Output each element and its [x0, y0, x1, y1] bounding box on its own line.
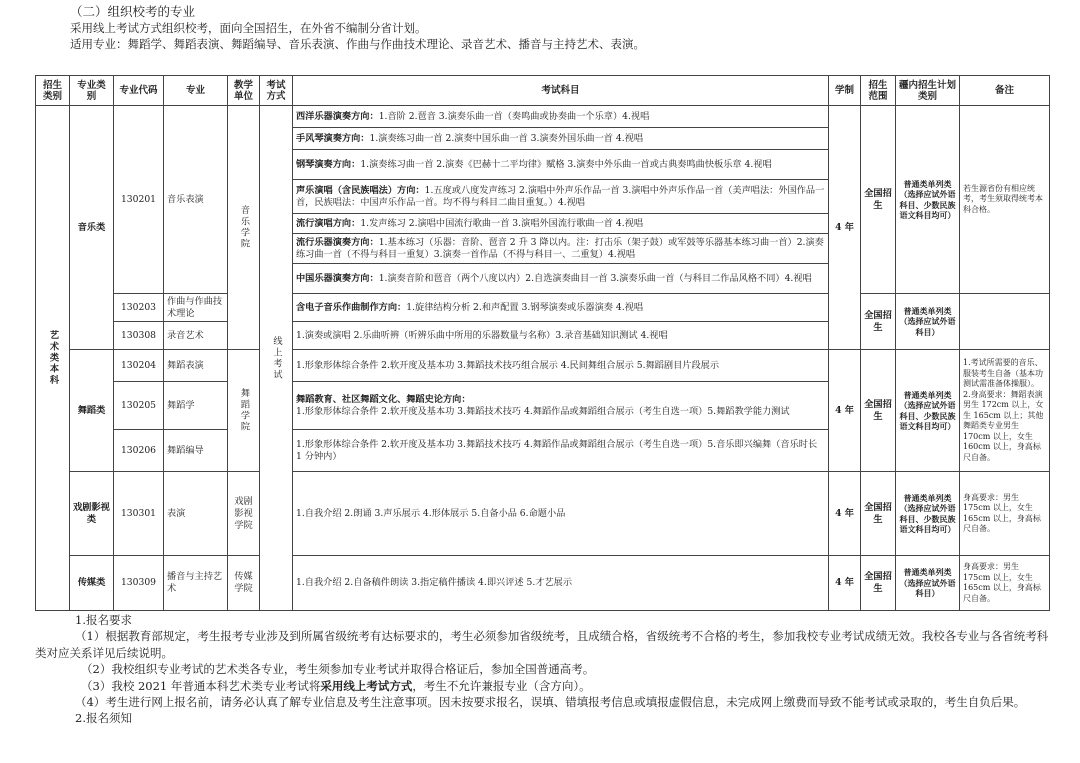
- plan-category: 普通类单列类（选择应试外语科目、少数民族语文科目均可）: [896, 350, 960, 472]
- exam-subject: [293, 214, 829, 234]
- exam-subject: [293, 294, 829, 322]
- subject-content: 1.演奏练习曲一首 2.演奏中国乐曲一首 3.演奏外国乐曲一首 4.视唱: [369, 132, 644, 144]
- subject-direction: 声乐演唱（含民族唱法）方向：: [296, 184, 425, 196]
- major-name: 舞蹈编导: [164, 430, 228, 472]
- subject-direction: 中国乐器演奏方向：: [296, 272, 379, 284]
- paragraph: （4）考生进行网上报名前，请务必认真了解专业信息及考生注意事项。因未按要求报名，误填、错填报考信息或填报虚假信息，未完成网上缴费而导致不能考试或录取的，考生自负后果。: [75, 695, 1026, 710]
- exam-subject: [293, 128, 829, 150]
- emphasis-text: 采用线上考试方式: [320, 678, 413, 693]
- header-cell: 疆内招生计划类别: [896, 76, 960, 106]
- header-cell: 专业代码: [114, 76, 164, 106]
- major-code: 130203: [114, 294, 164, 322]
- duration: 4 年: [829, 106, 861, 350]
- exam-subject: 1.形象形体综合条件 2.软开度及基本功 3.舞蹈技术技巧组合展示 4.民间舞组合展示 5.舞蹈剧目片段展示: [293, 350, 829, 382]
- major-code: 130206: [114, 430, 164, 472]
- subject-content: 1.旋律结构分析 2.和声配置 3.钢琴演奏或乐器演奏 4.视唱: [406, 301, 644, 313]
- plan-category: 普通类单列类（选择应试外语科目）: [896, 556, 960, 611]
- table-header-row: [36, 76, 1050, 106]
- section-title: 1.报名要求: [75, 613, 132, 627]
- major-name: 表演: [164, 472, 228, 556]
- exam-subject: [293, 234, 829, 264]
- plan-category: 普通类单列类（选择应试外语科目、少数民族语文科目均可）: [896, 472, 960, 556]
- subject-direction: 舞蹈教育、社区舞蹈文化、舞蹈史论方向：: [296, 393, 471, 405]
- paragraph: （2）我校组织专业考试的艺术类各专业，考生须参加专业考试并取得合格证后，参加全国普通高考。: [81, 662, 595, 677]
- exam-subject: [293, 180, 829, 214]
- major-code: 130201: [114, 106, 164, 294]
- majors-table: [35, 75, 1050, 611]
- exam-subject: [293, 106, 829, 128]
- header-cell: 备注: [960, 76, 1050, 106]
- subject-content: 1.发声练习 2.演唱中国流行歌曲一首 3.演唱外国流行歌曲一首 4.视唱: [360, 217, 644, 229]
- exam-subject: [293, 150, 829, 180]
- major-name: 播音与主持艺术: [164, 556, 228, 611]
- duration: 4 年: [829, 556, 861, 611]
- major-type-drama: 戏剧影视类: [70, 472, 114, 556]
- admission-scope: 全国招生: [861, 294, 896, 350]
- subject-content: 1.基本练习（乐器：音阶、琶音 2 升 3 降以内。注：打击乐（架子鼓）或军鼓等乐器基本练习曲一首）2.演奏练习曲一首（不得与科目一重复）3.演奏一首作品（不得与科目一、二重复）4.视唱: [296, 236, 824, 260]
- subject-content: 1.演奏音阶和琶音（两个八度以内）2.自选演奏曲目一首 3.演奏乐曲一首（与科目二作品风格不同）4.视唱: [378, 272, 812, 284]
- footer-section: [35, 612, 1050, 727]
- subject-content: 1.演奏练习曲一首 2.演奏《巴赫十二平均律》赋格 3.演奏中外乐曲一首或古典奏鸣曲快板乐章 4.视唱: [360, 158, 772, 170]
- subject-direction: 钢琴演奏方向：: [296, 158, 361, 170]
- major-code: 130205: [114, 382, 164, 430]
- subject-direction: 西洋乐器演奏方向：: [296, 110, 379, 122]
- admission-scope: 全国招生: [861, 472, 896, 556]
- major-type-media: 传媒类: [70, 556, 114, 611]
- admission-scope: 全国招生: [861, 350, 896, 472]
- header-cell: 考试科目: [293, 76, 829, 106]
- header-cell: 招生范围: [861, 76, 896, 106]
- remark: 1.考试所需要的音乐、服装考生自备（基本功测试需准备体操服）。2.身高要求：舞蹈表演男生 172cm 以上，女生 165cm 以上；其他舞蹈类专业男生 170cm 以上，女生 160cm 以上，身高标尺自备。: [960, 350, 1050, 472]
- exam-method: 线上考试: [260, 106, 293, 611]
- major-code: 130309: [114, 556, 164, 611]
- remark: 身高要求：男生 175cm 以上，女生 165cm 以上，身高标尺自备。: [960, 556, 1050, 611]
- exam-subject: 1.自我介绍 2.自备稿件朗读 3.指定稿件播读 4.即兴评述 5.才艺展示: [293, 556, 829, 611]
- table-row: [36, 106, 1050, 128]
- paragraph-text: ，考生不允许兼报专业（含方向）。: [412, 678, 591, 693]
- major-type-dance: 舞蹈类: [70, 350, 114, 472]
- subject-content: 1.形象形体综合条件 2.软开度及基本功 3.舞蹈技术技巧 4.舞蹈作品或舞蹈组合展示（考生自选一项）5.舞蹈教学能力测试: [296, 405, 790, 417]
- exam-subject: 1.演奏或演唱 2.乐曲听辨（听辨乐曲中所用的乐器数量与名称）3.录音基础知识测试 4.视唱: [293, 322, 829, 350]
- teaching-unit: 音乐学院: [228, 106, 260, 350]
- paragraph: [35, 678, 1050, 694]
- table-row: [36, 472, 1050, 556]
- admission-category: 艺术类本科: [36, 106, 70, 611]
- table-row: [36, 350, 1050, 382]
- table-row: [36, 556, 1050, 611]
- major-name: 舞蹈学: [164, 382, 228, 430]
- major-code: 130204: [114, 350, 164, 382]
- header-cell: 考试方式: [260, 76, 293, 106]
- section-heading: （二）组织校考的专业: [70, 4, 196, 19]
- section-title: 2.报名须知: [75, 711, 132, 726]
- plan-category: 普通类单列类（选择应试外语科目）: [896, 294, 960, 350]
- major-code: 130301: [114, 472, 164, 556]
- header-cell: 招生类别: [36, 76, 70, 106]
- teaching-unit: 传媒学院: [228, 556, 260, 611]
- header-cell: 学制: [829, 76, 861, 106]
- subject-direction: 流行乐器演奏方向：: [296, 236, 379, 248]
- subject-direction: 手风琴演奏方向：: [296, 132, 370, 144]
- remark: 身高要求：男生 175cm 以上，女生 165cm 以上，身高标尺自备。: [960, 472, 1050, 556]
- exam-subject: [293, 264, 829, 294]
- major-code: 130308: [114, 322, 164, 350]
- header-cell: 教学单位: [228, 76, 260, 106]
- table-row: [36, 294, 1050, 322]
- major-name: 录音艺术: [164, 322, 228, 350]
- exam-subject: 1.自我介绍 2.朗诵 3.声乐展示 4.形体展示 5.自备小品 6.命题小品: [293, 472, 829, 556]
- intro-section: [70, 4, 1070, 52]
- exam-subject: [293, 382, 829, 430]
- major-type-music: 音乐类: [70, 106, 114, 350]
- admission-scope: 全国招生: [861, 106, 896, 294]
- paragraph-text: （3）我校 2021 年普通本科艺术类专业考试将: [81, 678, 321, 693]
- teaching-unit: 舞蹈学院: [228, 350, 260, 472]
- header-cell: 专业类别: [70, 76, 114, 106]
- major-name: 舞蹈表演: [164, 350, 228, 382]
- intro-line-1: 采用线上考试方式组织校考，面向全国招生，在外省不编制分省计划。: [70, 21, 427, 35]
- plan-category: 普通类单列类（选择应试外语科目、少数民族语文科目均可）: [896, 106, 960, 294]
- major-name: 作曲与作曲技术理论: [164, 294, 228, 322]
- duration: 4 年: [829, 472, 861, 556]
- major-name: 音乐表演: [164, 106, 228, 294]
- subject-direction: 含电子音乐作曲制作方向：: [296, 301, 407, 313]
- intro-line-2: 适用专业：舞蹈学、舞蹈表演、舞蹈编导、音乐表演、作曲与作曲技术理论、录音艺术、播音与主持艺术、表演。: [70, 37, 645, 51]
- admission-scope: 全国招生: [861, 556, 896, 611]
- subject-content: 1.五度或八度发声练习 2.演唱中外声乐作品一首 3.演唱中外声乐作品一首（美声唱法：外国作品一首，民族唱法：中国声乐作品一首。均不得与科目二曲目重复。）4.视唱: [296, 184, 825, 208]
- remark-empty: [960, 294, 1050, 350]
- subject-content: 1.音阶 2.琶音 3.演奏乐曲一首（奏鸣曲或协奏曲一个乐章）4.视唱: [378, 110, 650, 122]
- subject-direction: 流行演唱方向：: [296, 217, 361, 229]
- remark: 若生源省份有相应统考，考生须取得统考本科合格。: [960, 106, 1050, 294]
- exam-subject: 1.形象形体综合条件 2.软开度及基本功 3.舞蹈技术技巧 4.舞蹈作品或舞蹈组合展示（考生自选一项）5.音乐即兴编舞（音乐时长 1 分钟内）: [293, 430, 829, 472]
- paragraph: （1）根据教育部规定，考生报考专业涉及到所属省级统考有达标要求的，考生必须参加省级统考，且成绩合格，省级统考不合格的考生，参加我校专业考试成绩无效。我校各专业与各省统考科类对应关系详见后续说明。: [35, 629, 1049, 660]
- duration: 4 年: [829, 350, 861, 472]
- header-cell: 专业: [164, 76, 228, 106]
- teaching-unit: 戏剧影视学院: [228, 472, 260, 556]
